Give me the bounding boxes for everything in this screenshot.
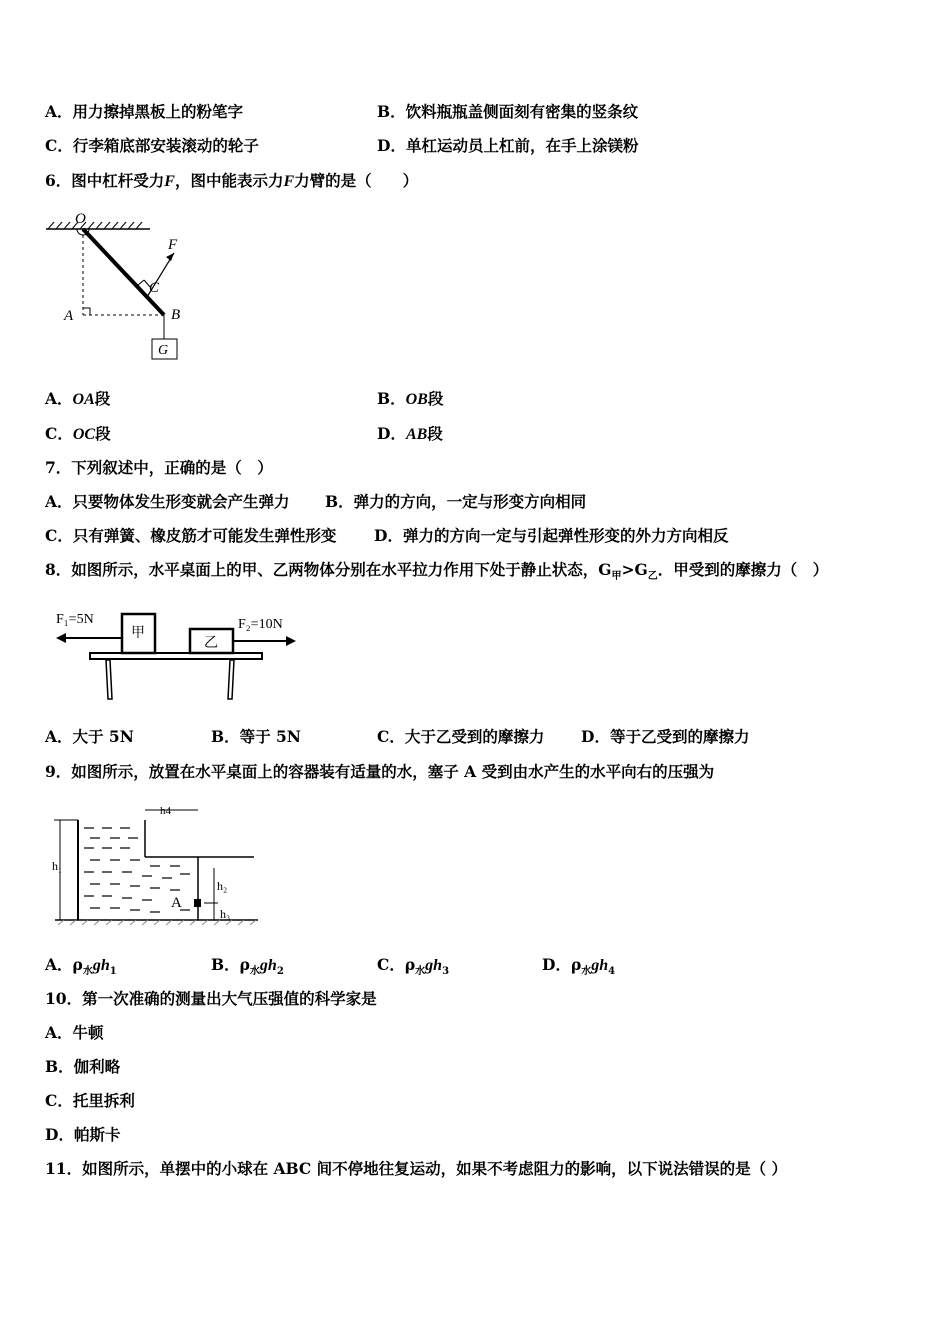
- q9-option-d: D．$\rho_水gh_4$: [542, 955, 616, 978]
- h2-label: h₂: [217, 879, 228, 893]
- label-o: O: [75, 211, 86, 227]
- q10-option-b: B．伽利略: [45, 1057, 121, 1076]
- f2-label: F₂=10N: [238, 617, 283, 632]
- q8-option-b: B．等于 5N: [211, 727, 301, 746]
- block-yi-label: 乙: [204, 636, 218, 651]
- table-blocks-diagram: [50, 605, 310, 705]
- lever-diagram: [40, 205, 200, 365]
- h1-label: h₁: [52, 859, 63, 873]
- q9-option-c: C．$\rho_水gh_3$: [377, 955, 450, 978]
- h4-label: h4: [160, 805, 171, 817]
- block-jia-label: 甲: [131, 626, 145, 641]
- q6-option-a: A．OA段: [45, 389, 111, 408]
- q7-option-d: D．弹力的方向一定与引起弹性形变的外力方向相反: [374, 526, 729, 545]
- q8-option-c: C．大于乙受到的摩擦力: [377, 727, 545, 746]
- q9-option-b: B．$\rho_水gh_2$: [211, 955, 284, 978]
- f1-label: F₁=5N: [56, 612, 94, 627]
- label-a: A: [64, 308, 74, 324]
- q8-option-d: D．等于乙受到的摩擦力: [581, 727, 750, 746]
- plug-a-label: A: [171, 895, 182, 911]
- water-container-diagram: [50, 800, 265, 935]
- q5-option-b: B．饮料瓶瓶盖侧面刻有密集的竖条纹: [377, 102, 639, 121]
- label-g: G: [158, 343, 169, 358]
- q10-stem: 10．第一次准确的测量出大气压强值的科学家是: [45, 989, 377, 1008]
- q10-option-c: C．托里拆利: [45, 1091, 135, 1110]
- q9-option-a: A．$\rho_水gh_1$: [45, 955, 117, 978]
- label-b: B: [171, 307, 181, 323]
- q8-stem: 8．如图所示，水平桌面上的甲、乙两物体分别在水平拉力作用下处于静止状态，$G_甲>G_乙$．甲受到的摩擦力（ ）: [45, 560, 829, 583]
- q7-stem: 7．下列叙述中，正确的是（ ）: [45, 458, 273, 477]
- q6-stem: 6．图中杠杆受力F，图中能表示力F力臂的是（ ）: [45, 171, 419, 190]
- q10-option-a: A．牛顿: [45, 1023, 104, 1042]
- label-f: F: [168, 237, 178, 253]
- q7-option-c: C．只有弹簧、橡皮筋才可能发生弹性形变: [45, 526, 337, 545]
- q9-stem: 9．如图所示，放置在水平桌面上的容器装有适量的水，塞子 A 受到由水产生的水平向右的压强为: [45, 762, 715, 781]
- q8-option-a: A．大于 5N: [45, 727, 134, 746]
- q11-stem: 11．如图所示，单摆中的小球在 ABC 间不停地往复运动，如果不考虑阻力的影响，以下说法错误的是（ ）: [45, 1159, 788, 1178]
- q7-option-b: B．弹力的方向，一定与形变方向相同: [325, 492, 587, 511]
- q6-option-d: D．AB段: [377, 424, 443, 443]
- q5-option-c: C．行李箱底部安装滚动的轮子: [45, 136, 259, 155]
- q6-option-c: C．OC段: [45, 424, 111, 443]
- q6-option-b: B．OB段: [377, 389, 444, 408]
- q5-option-a: A．用力擦掉黑板上的粉笔字: [45, 102, 244, 121]
- q5-option-d: D．单杠运动员上杠前，在手上涂镁粉: [377, 136, 639, 155]
- q7-option-a: A．只要物体发生形变就会产生弹力: [45, 492, 290, 511]
- h3-label: h₃: [220, 907, 231, 921]
- label-c: C: [149, 280, 160, 296]
- q10-option-d: D．帕斯卡: [45, 1125, 121, 1144]
